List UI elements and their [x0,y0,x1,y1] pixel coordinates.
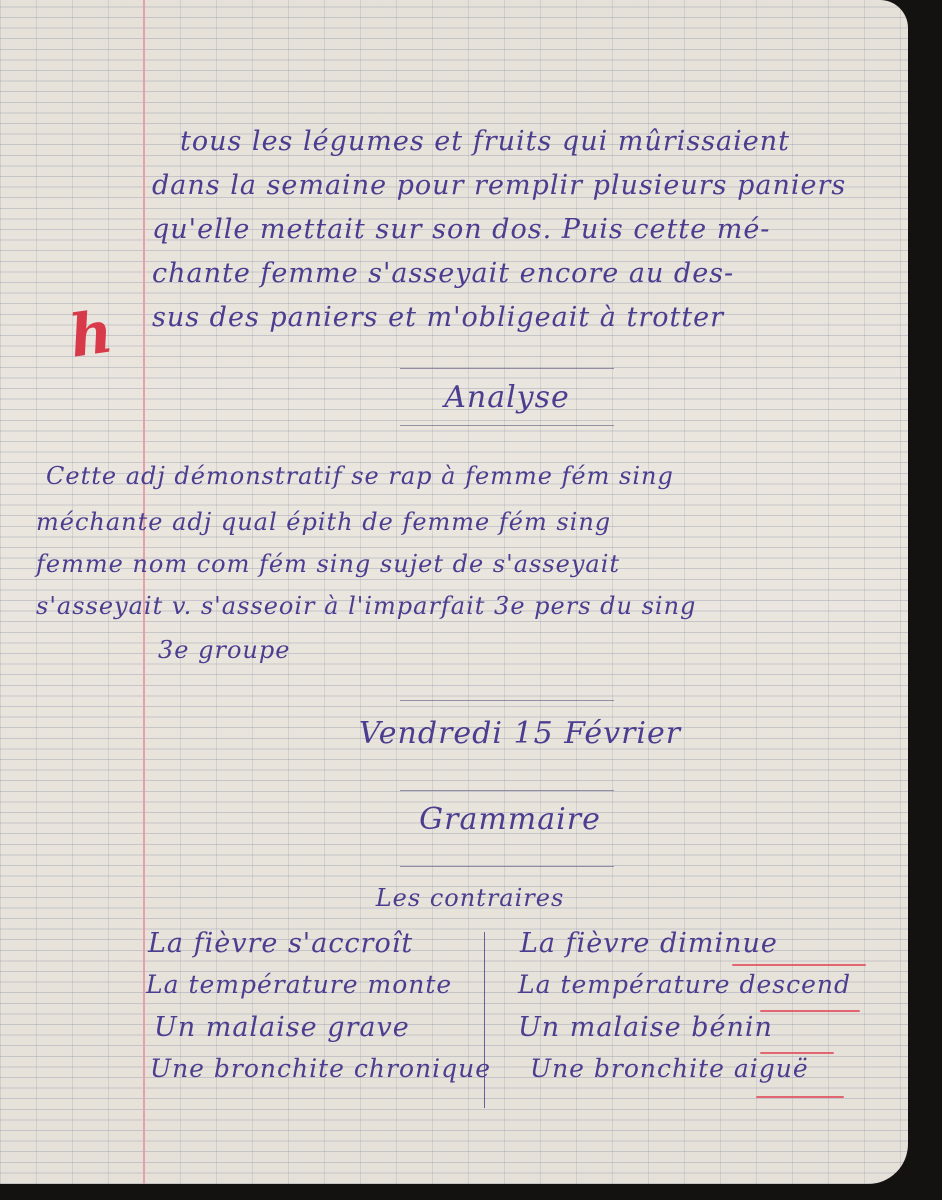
analyse-line: 3e groupe [158,636,291,664]
contraire-left: Un malaise grave [154,1012,410,1043]
grammar-rule-top [400,790,614,791]
red-underline [732,964,866,966]
red-underline [760,1010,860,1012]
lesson-title: Les contraires [375,884,565,912]
grammar-title: Grammaire [419,802,601,837]
date-rule-top [400,700,614,701]
analyse-line: méchante adj qual épith de femme fém sing [36,508,612,536]
contraire-right: Une bronchite aiguë [530,1054,809,1083]
analyse-line: s'asseyait v. s'asseoir à l'imparfait 3e pers du sing [36,592,697,620]
contraire-right: La température descend [518,970,852,999]
grammar-rule-bottom [400,866,614,867]
analyse-line: femme nom com fém sing sujet de s'asseyait [36,550,621,578]
date-heading: Vendredi 15 Février [358,716,682,751]
title-rule-top [400,368,614,369]
red-underline [760,1052,834,1054]
title-rule-bottom [400,425,614,426]
correction-mark: h [65,297,117,371]
analyse-line: Cette adj démonstratif se rap à femme fém sing [46,462,674,490]
paragraph-line: chante femme s'asseyait encore au des- [152,258,735,289]
contraire-right: La fièvre diminue [520,928,778,959]
red-underline [756,1096,844,1098]
paragraph-line: sus des paniers et m'obligeait à trotter [152,302,725,333]
contraire-left: La fièvre s'accroît [148,928,414,959]
paragraph-line: qu'elle mettait sur son dos. Puis cette mé- [152,214,771,245]
contraire-left: La température monte [146,970,453,999]
contraire-left: Une bronchite chronique [150,1054,492,1083]
contraire-right: Un malaise bénin [518,1012,773,1043]
paragraph-line: tous les légumes et fruits qui mûrissaient [180,126,791,157]
paragraph-line: dans la semaine pour remplir plusieurs paniers [152,170,847,201]
analyse-title: Analyse [444,380,570,415]
